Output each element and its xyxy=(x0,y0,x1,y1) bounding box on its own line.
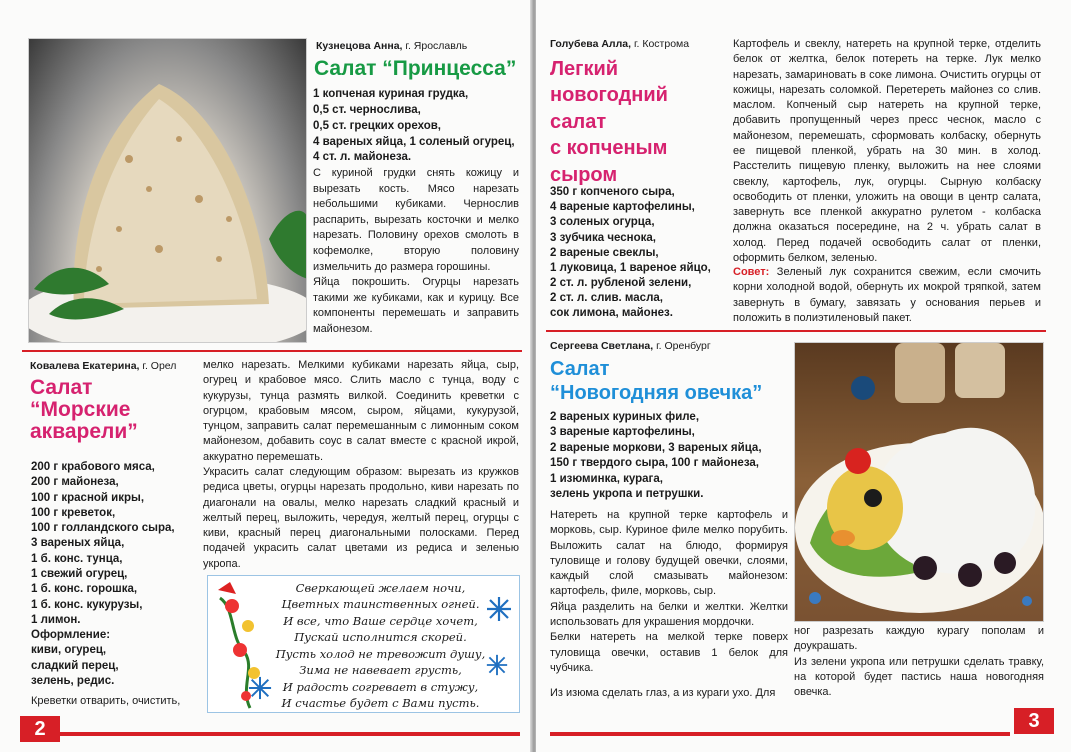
ingredient-line: 1 лимон. xyxy=(31,613,81,626)
recipe3-instructions: Картофель и свеклу, натереть на крупной терке, отделить белок от желтка, белок потереть на терке. Лук мелко нарезать, замариновать в соке лимона. Очистить огурцы от кожицы, нарезать соломкой. Перетереть майонез со слив. маслом. Копченый сыр натереть на крупной терке, добавить пропущенный через пресс чеснок, масло с майонезом, перемешать, сформовать колбаску, обернуть ее пищевой пленкой, убрать на 30 мин. в холод. Расстелить пищевую пленку, выложить на нее слоями свеклу, картофель, лук, огурцы. Сырную колбаску освободить от пленки, уложить на овощи в центр салата, завернуть все пленкой аккуратно рулетом - колбаска должна оказаться посередине, на 2 ч. убрать салат в холод. Перед подачей освободить салат от пленки, оформить белком, зеленью. xyxy=(733,38,1041,264)
instruction-paragraph: Натереть на крупной терке картофель и морковь, сыр. Куриное филе мелко порубить. Выложить салат на блюдо, формируя туловище и голову будущей овечки, слоями, каждый слой смазывать майонезом: картофель, филе, морковь, сыр. xyxy=(550,509,788,598)
sheep-salad-photo xyxy=(794,342,1044,622)
footer-line xyxy=(60,732,520,736)
right-page xyxy=(536,0,1071,752)
poem-line: Пусть холод не тревожит душу, xyxy=(275,646,486,661)
recipe4-author: Сергеева Светлана, г. Оренбург xyxy=(550,340,711,352)
recipe1-instructions xyxy=(313,166,519,338)
poem-line: Зима не навевает грусть, xyxy=(299,663,462,678)
title-line: салат xyxy=(550,110,607,133)
divider-line xyxy=(22,350,522,352)
ingredient-line: 2 вареные свеклы, xyxy=(550,246,659,259)
poem-line: Сверкающей желаем ночи, xyxy=(295,581,466,595)
recipe3-title xyxy=(550,56,668,188)
title-line: “Новогодняя овечка” xyxy=(550,382,763,404)
poem-line: Цветных таинственных огней. xyxy=(281,597,480,612)
ingredient-line: 1 б. конс. тунца, xyxy=(31,552,123,565)
page-number: 2 xyxy=(20,716,60,742)
instruction-paragraph: Украсить салат следующим образом: вырезать из кружков редиса цветы, огурцы нарезать продольно, киви нарезать по диагонали на овалы, мелко нарезать сладкий красный и желтый перец, выложить, чередуя, желтый перец, огурцы с киви, красный перец диагональными полосками. Перед подачей украсить салат цветами из редиса и зеленью укропа. xyxy=(203,465,519,570)
divider-line xyxy=(546,330,1046,332)
ingredient-line: Оформление: xyxy=(31,629,111,642)
ingredient-line: 100 г красной икры, xyxy=(31,491,145,504)
recipe4-instructions-right xyxy=(794,624,1044,700)
ingredient-line: зелень укропа и петрушки. xyxy=(550,488,704,501)
ingredient-line: зелень, редис. xyxy=(31,674,115,687)
ingredient-line: 1 б. конс. кукурузы, xyxy=(31,598,143,611)
ingredient-line: сладкий перец, xyxy=(31,659,119,672)
title-line: новогодний xyxy=(550,84,668,107)
recipe2-author: Ковалева Екатерина, г. Орел xyxy=(30,360,177,372)
recipe4-instructions xyxy=(550,508,788,676)
recipe3-tip xyxy=(733,265,1041,326)
princess-salad-photo xyxy=(28,38,307,343)
ingredient-line: 350 г копченого сыра, xyxy=(550,186,675,198)
ingredient-line: 100 г креветок, xyxy=(31,506,116,519)
recipe2-instructions-start: Креветки отварить, очистить, xyxy=(31,695,181,707)
ingredient-line: 4 вареных яйца, 1 соленый огурец, xyxy=(313,135,515,148)
page-number: 3 xyxy=(1014,708,1054,734)
instruction-paragraph: ног разрезать каждую курагу пополам и доукрашать. xyxy=(794,625,1044,653)
ingredient-line: 1 луковица, 1 вареное яйцо, xyxy=(550,261,711,274)
ingredient-line: 1 копченая куриная грудка, xyxy=(313,88,469,100)
footer-line xyxy=(550,732,1010,736)
ingredient-line: 3 зубчика чеснока, xyxy=(550,231,656,244)
ingredient-line: 1 свежий огурец, xyxy=(31,567,128,580)
recipe1-author: Кузнецова Анна, г. Ярославль xyxy=(316,40,468,52)
instruction-paragraph: Яйца покрошить. Огурцы нарезать такими же кубиками, как и курицу. Все компоненты перемешать и заправить майонезом. xyxy=(313,276,519,336)
ingredient-line: сок лимона, майонез. xyxy=(550,307,673,320)
poem-text xyxy=(268,580,493,712)
ingredient-line: 2 ст. л. слив. масла, xyxy=(550,292,663,305)
recipe4-ingredients xyxy=(550,410,790,502)
new-year-poem-card xyxy=(207,575,520,713)
ingredient-line: 100 г голландского сыра, xyxy=(31,522,175,535)
title-line: с копченым xyxy=(550,137,668,160)
ingredient-line: 4 вареные картофелины, xyxy=(550,201,695,214)
title-line: Салат xyxy=(550,358,610,380)
recipe2-ingredients xyxy=(31,460,196,689)
instruction-paragraph: С куриной грудки снять кожицу и вырезать кость. Мясо нарезать небольшими кубиками. Чернослив распарить, вырезать косточки и мелко нарезать. Половину орехов смолоть в кофемолке, вторую половину измельчить до размера горошины. xyxy=(313,167,519,273)
ingredient-line: 1 изюминка, курага, xyxy=(550,472,663,485)
instruction-paragraph: мелко нарезать. Мелкими кубиками нарезать яйца, сыр, огурец и крабовое мясо. Слить масло с тунца, воду с кукурузы, тунца размять вилкой. Соединить креветки с огурцом, крабовым мясом, сыром, яйцами, кукурузой, тунцом, заправить салат перемешанным с лимонным соком майонезом, добавить соус в салат вместе с красной икрой, аккуратно перемешать. xyxy=(203,359,519,463)
recipe2-title xyxy=(30,377,138,443)
instruction-paragraph: Белки натереть на мелкой терке поверх туловища овечки, оставив 1 белок для чубчика. xyxy=(550,631,788,674)
left-page xyxy=(0,0,533,752)
instruction-paragraph: Из зелени укропа или петрушки сделать травку, на которой будет пастись наша новогодняя овечка. xyxy=(794,655,1044,699)
ingredient-line: 0,5 ст. чернослива, xyxy=(313,103,421,116)
title-line: Легкий xyxy=(550,58,619,80)
tip-text: Зеленый лук сохранится свежим, если смочить корни холодной водой, обернуть их мокрой тряпкой, затем завернуть в бумагу, завязать у основания перьев и положить в полиэтиленовый пакет. xyxy=(733,266,1041,324)
recipe2-instructions xyxy=(203,358,519,572)
recipe3-author: Голубева Алла, г. Кострома xyxy=(550,38,690,50)
title-line: Салат xyxy=(30,376,93,399)
ingredient-line: 200 г майонеза, xyxy=(31,476,119,489)
ingredient-line: 3 вареных яйца, xyxy=(31,537,125,550)
ingredient-line: 2 вареных куриных филе, xyxy=(550,411,700,423)
ingredient-line: 3 соленых огурца, xyxy=(550,216,655,229)
title-line: акварели” xyxy=(30,420,138,444)
recipe3-ingredients xyxy=(550,185,730,322)
ingredient-line: 0,5 ст. грецких орехов, xyxy=(313,119,441,132)
recipe4-title xyxy=(550,357,762,405)
poem-line: И счастье будет с Вами пусть. xyxy=(281,696,480,711)
title-line: сыром xyxy=(550,163,618,186)
ingredient-line: 150 г твердого сыра, 100 г майонеза, xyxy=(550,457,759,470)
recipe4-instructions-end: Из изюма сделать глаз, а из кураги ухо. Для xyxy=(550,687,776,699)
title-line: “Морские xyxy=(30,398,131,422)
ingredient-line: киви, огурец, xyxy=(31,644,107,657)
ingredient-line: 2 вареные моркови, 3 вареных яйца, xyxy=(550,441,762,454)
ingredient-line: 1 б. конс. горошка, xyxy=(31,583,138,596)
recipe1-title: Салат “Принцесса” xyxy=(314,57,517,80)
instruction-paragraph: Яйца разделить на белки и желтки. Желтки использовать для украшения мордочки. xyxy=(550,600,788,628)
ingredient-line: 200 г крабового мяса, xyxy=(31,461,155,473)
tip-label: Совет: xyxy=(733,266,770,278)
poem-line: И радость согревает в стужу, xyxy=(282,679,479,694)
ingredient-line: 2 ст. л. рубленой зелени, xyxy=(550,277,692,290)
recipe1-ingredients xyxy=(313,87,523,166)
ingredient-line: 3 вареные картофелины, xyxy=(550,426,695,439)
ingredient-line: 4 ст. л. майонеза. xyxy=(313,151,412,164)
poem-line: Пускай исполнится скорей. xyxy=(294,630,467,645)
poem-line: И все, что Ваше сердце хочет, xyxy=(283,613,478,628)
